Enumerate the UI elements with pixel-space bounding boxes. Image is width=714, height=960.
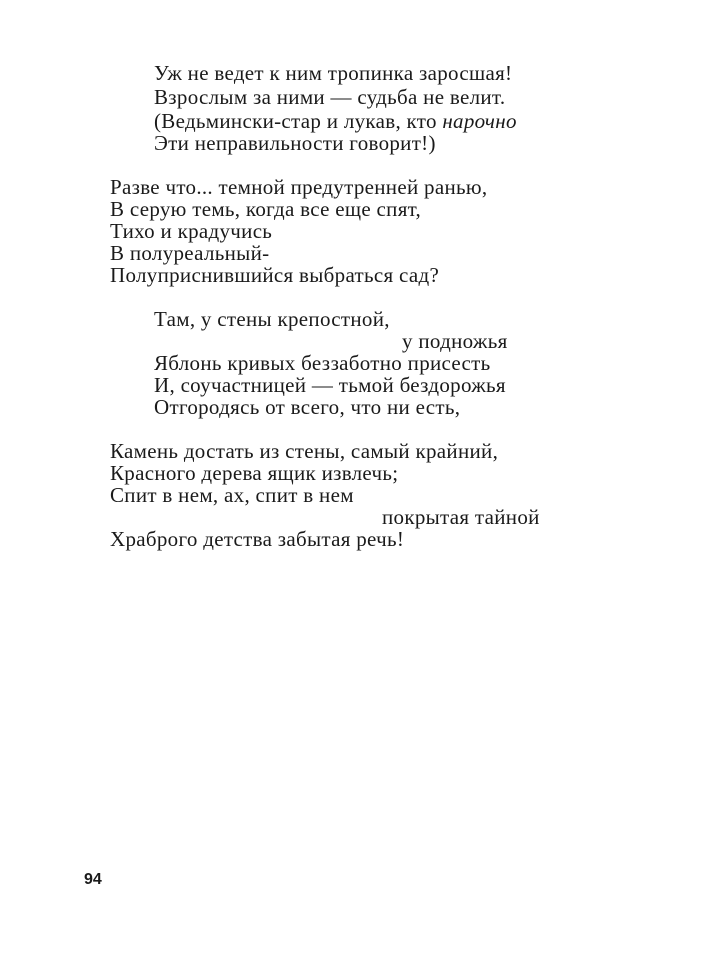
poem-line-text: (Ведьмински-стар и лукав, кто [154,109,443,133]
poem-line: Взрослым за ними — судьба не велит. [154,85,506,109]
poem-line: Спит в нем, ах, спит в нем [110,483,354,507]
poem-line: Отгородясь от всего, что ни есть, [154,395,461,419]
poem-line: Тихо и крадучись [110,219,273,243]
poem-line: Уж не ведет к ним тропинка заросшая! [154,61,513,85]
poem-line: В полуреальный- [110,241,270,265]
poem-line: Там, у стены крепостной, [154,307,390,331]
poem-line: В серую темь, когда все еще спят, [110,197,422,221]
poem-line-italic-word: нарочно [442,109,517,133]
poem-line: у подножья [402,329,508,353]
poem-line: Эти неправильности говорит!) [154,131,436,155]
poem-line [154,109,517,133]
poem-line: Камень достать из стены, самый крайний, [110,439,499,463]
poem-line: Яблонь кривых беззаботно присесть [154,351,491,375]
poem-line: Разве что... темной предутренней ранью, [110,175,488,199]
page-number: 94 [84,871,102,888]
poem-line: И, соучастницей — тьмой бездорожья [154,373,506,397]
poem-line: Красного дерева ящик извлечь; [110,461,399,485]
poem-line: Полуприснившийся выбраться сад? [110,263,440,287]
poem-line: покрытая тайной [382,505,540,529]
poem-line: Храброго детства забытая речь! [110,527,405,551]
